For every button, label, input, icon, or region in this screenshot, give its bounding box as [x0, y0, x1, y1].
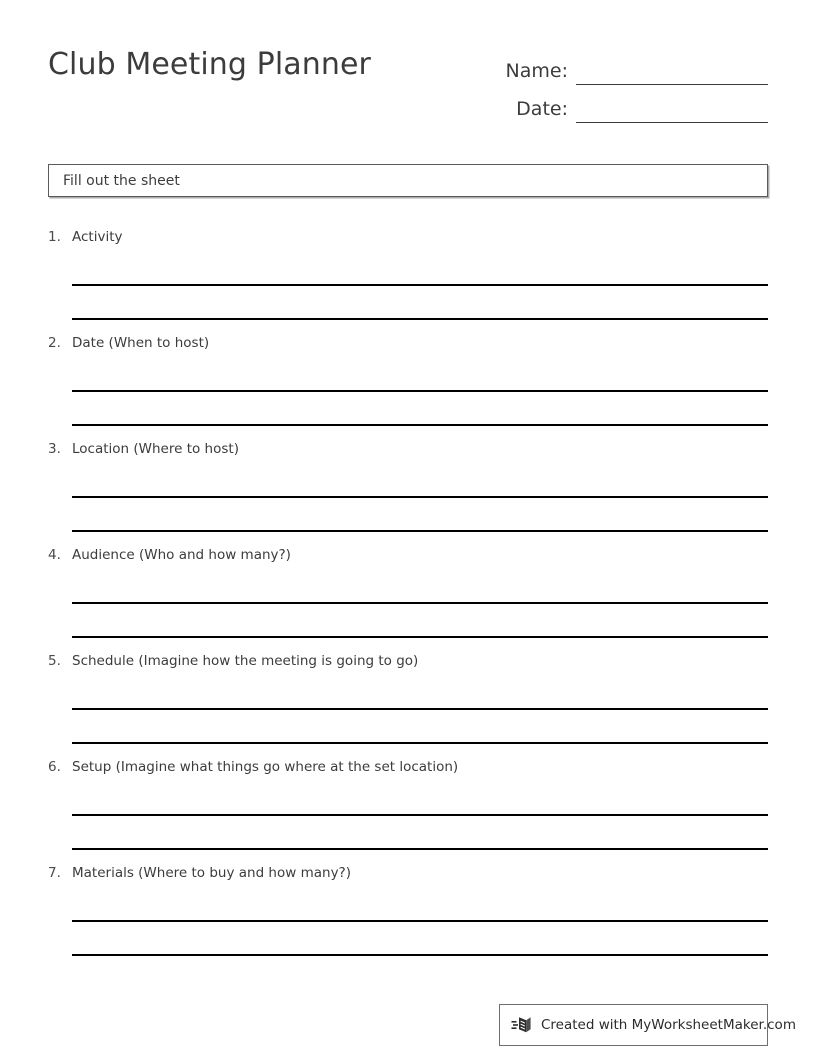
answer-line[interactable]: [72, 814, 768, 816]
date-field-label: Date:: [516, 98, 568, 120]
page-title: Club Meeting Planner: [48, 47, 371, 82]
answer-area-1: [72, 250, 768, 334]
question-heading-5: [48, 652, 768, 674]
answer-line[interactable]: [72, 920, 768, 922]
question-label-1: Activity: [72, 229, 123, 245]
answer-area-3: [72, 462, 768, 546]
answer-line[interactable]: [72, 708, 768, 710]
answer-area-7: [72, 886, 768, 970]
question-heading-2: [48, 334, 768, 356]
question-item-4: [48, 546, 768, 652]
name-input-rule[interactable]: [576, 58, 768, 85]
question-heading-4: [48, 546, 768, 568]
answer-line[interactable]: [72, 530, 768, 532]
answer-line[interactable]: [72, 424, 768, 426]
date-field-row: [456, 85, 768, 123]
question-label-3: Location (Where to host): [72, 441, 239, 457]
question-item-5: [48, 652, 768, 758]
student-meta-fields: [456, 47, 768, 123]
answer-line[interactable]: [72, 848, 768, 850]
question-label-5: Schedule (Imagine how the meeting is going to go): [72, 653, 419, 669]
question-heading-1: [48, 228, 768, 250]
created-with-badge[interactable]: [499, 1004, 796, 1046]
question-item-6: [48, 758, 768, 864]
question-item-1: [48, 228, 768, 334]
question-number-3: 3.: [48, 441, 61, 457]
question-number-6: 6.: [48, 759, 61, 775]
answer-line[interactable]: [72, 284, 768, 286]
answer-area-2: [72, 356, 768, 440]
answer-line[interactable]: [72, 954, 768, 956]
answer-line[interactable]: [72, 318, 768, 320]
question-label-4: Audience (Who and how many?): [72, 547, 291, 563]
question-number-7: 7.: [48, 865, 61, 881]
answer-line[interactable]: [72, 602, 768, 604]
answer-line[interactable]: [72, 496, 768, 498]
answer-line[interactable]: [72, 390, 768, 392]
worksheet-maker-logo-icon: [511, 1013, 535, 1037]
question-item-2: [48, 334, 768, 440]
answer-area-4: [72, 568, 768, 652]
question-item-3: [48, 440, 768, 546]
name-field-row: [456, 47, 768, 85]
answer-area-6: [72, 780, 768, 864]
answer-area-5: [72, 674, 768, 758]
instruction-text: Fill out the sheet: [63, 172, 180, 189]
instruction-box: [48, 164, 768, 197]
question-label-6: Setup (Imagine what things go where at the set location): [72, 759, 459, 775]
name-field-label: Name:: [505, 60, 568, 82]
answer-line[interactable]: [72, 636, 768, 638]
question-list: [48, 228, 768, 970]
question-heading-3: [48, 440, 768, 462]
worksheet-header: [48, 44, 768, 124]
question-label-2: Date (When to host): [72, 335, 210, 351]
question-heading-6: [48, 758, 768, 780]
question-heading-7: [48, 864, 768, 886]
date-input-rule[interactable]: [576, 96, 768, 123]
question-number-2: 2.: [48, 335, 61, 351]
question-number-4: 4.: [48, 547, 61, 563]
question-number-5: 5.: [48, 653, 61, 669]
created-with-label: Created with MyWorksheetMaker.com: [541, 1017, 796, 1033]
question-label-7: Materials (Where to buy and how many?): [72, 865, 351, 881]
question-item-7: [48, 864, 768, 970]
question-number-1: 1.: [48, 229, 61, 245]
answer-line[interactable]: [72, 742, 768, 744]
